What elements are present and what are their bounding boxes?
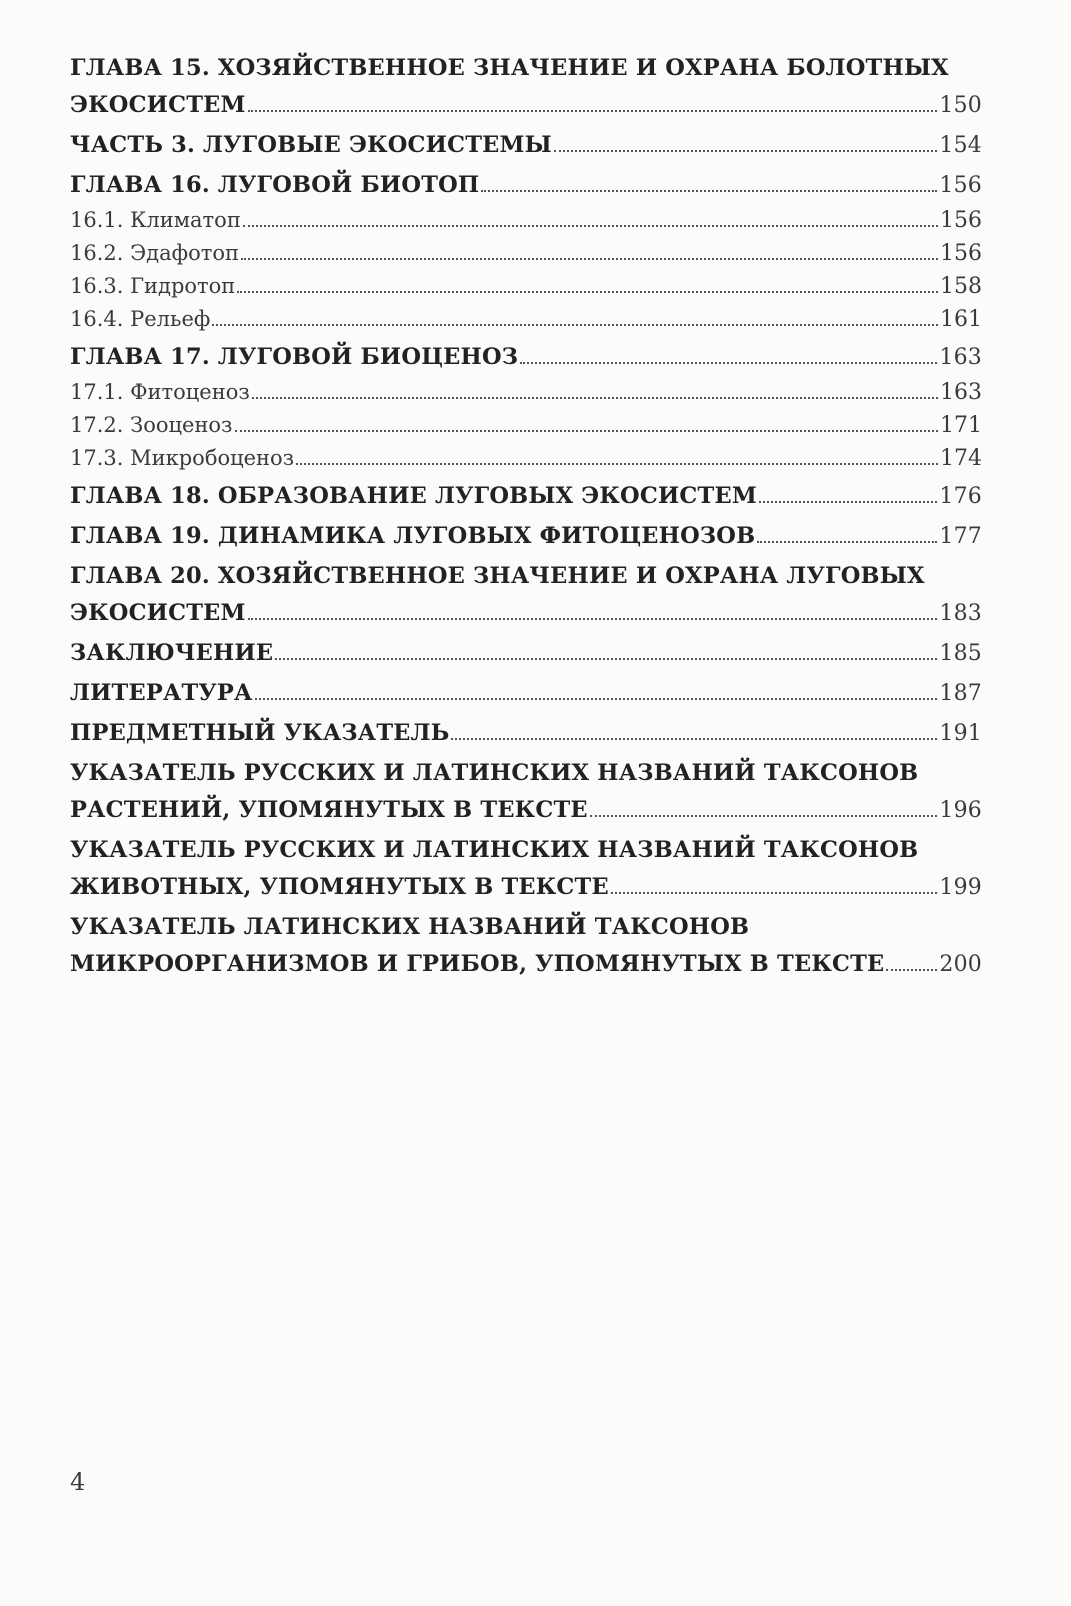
toc-entry-chapter-16[interactable] (70, 167, 982, 204)
toc-entry-title: ГЛАВА 16. ЛУГОВОЙ БИОТОП (70, 172, 480, 198)
toc-entry-title-line2: ЭКОСИСТЕМ (70, 600, 246, 626)
toc-entry-chapter-20[interactable] (70, 558, 982, 632)
toc-entry-chapter-18[interactable] (70, 478, 982, 515)
dot-leader (237, 291, 938, 293)
toc-entry-page: 163 (940, 380, 982, 405)
dot-leader (886, 969, 937, 971)
toc-entry-title-line1: УКАЗАТЕЛЬ РУССКИХ И ЛАТИНСКИХ НАЗВАНИЙ ТАКСОНОВ (70, 837, 919, 863)
dot-leader (520, 362, 937, 364)
toc-entry-part-3[interactable] (70, 127, 982, 164)
toc-entry-page: 196 (939, 798, 982, 823)
toc-entry-title-line2: РАСТЕНИЙ, УПОМЯНУТЫХ В ТЕКСТЕ (70, 797, 588, 823)
toc-entry-conclusion[interactable] (70, 635, 982, 672)
toc-entry-chapter-19[interactable] (70, 518, 982, 555)
toc-entry-page: 154 (939, 133, 982, 158)
dot-leader (248, 618, 938, 620)
toc-entry-page: 200 (939, 952, 982, 977)
dot-leader (252, 397, 938, 399)
toc-entry-page: 199 (939, 875, 982, 900)
dot-leader (451, 738, 937, 740)
toc-entry-page: 185 (939, 641, 982, 666)
table-of-contents (70, 50, 982, 983)
dot-leader (611, 892, 938, 894)
dot-leader (248, 110, 938, 112)
toc-entry-title: ПРЕДМЕТНЫЙ УКАЗАТЕЛЬ (70, 720, 450, 746)
dot-leader (481, 190, 937, 192)
dot-leader (243, 225, 938, 227)
toc-entry-page: 176 (939, 484, 982, 509)
dot-leader (590, 815, 938, 817)
dot-leader (235, 430, 938, 432)
dot-leader (759, 501, 937, 503)
toc-entry-title: ЧАСТЬ 3. ЛУГОВЫЕ ЭКОСИСТЕМЫ (70, 132, 552, 158)
dot-leader (554, 150, 938, 152)
toc-entry-section-17-1[interactable] (70, 376, 982, 409)
toc-entry-page: 171 (940, 413, 982, 438)
toc-entry-title: 17.3. Микробоценоз (70, 446, 295, 470)
toc-entry-title-line2: МИКРООРГАНИЗМОВ И ГРИБОВ, УПОМЯНУТЫХ В ТЕКСТЕ (70, 951, 885, 977)
toc-entry-section-16-2[interactable] (70, 237, 982, 270)
toc-entry-microorganism-taxa-index[interactable] (70, 909, 982, 983)
toc-entry-section-16-4[interactable] (70, 303, 982, 336)
dot-leader (296, 463, 938, 465)
toc-entry-page: 158 (940, 274, 982, 299)
toc-entry-page: 161 (940, 307, 982, 332)
dot-leader (241, 258, 938, 260)
toc-entry-section-16-3[interactable] (70, 270, 982, 303)
toc-entry-page: 187 (939, 681, 982, 706)
toc-entry-title: ГЛАВА 19. ДИНАМИКА ЛУГОВЫХ ФИТОЦЕНОЗОВ (70, 523, 756, 549)
toc-entry-page: 150 (939, 93, 982, 118)
toc-entry-title: ЗАКЛЮЧЕНИЕ (70, 640, 274, 666)
toc-entry-title: 17.1. Фитоценоз (70, 380, 250, 404)
toc-entry-literature[interactable] (70, 675, 982, 712)
toc-entry-page: 191 (939, 721, 982, 746)
toc-entry-animal-taxa-index[interactable] (70, 832, 982, 906)
dot-leader (212, 324, 938, 326)
toc-entry-chapter-17[interactable] (70, 339, 982, 376)
toc-entry-title-line1: УКАЗАТЕЛЬ РУССКИХ И ЛАТИНСКИХ НАЗВАНИЙ ТАКСОНОВ (70, 760, 919, 786)
toc-entry-title: 16.2. Эдафотоп (70, 241, 239, 265)
toc-entry-page: 163 (939, 345, 982, 370)
toc-entry-page: 156 (940, 208, 982, 233)
toc-entry-page: 183 (939, 601, 982, 626)
toc-entry-subject-index[interactable] (70, 715, 982, 752)
dot-leader (255, 698, 938, 700)
toc-entry-title: ЛИТЕРАТУРА (70, 680, 253, 706)
toc-entry-title: 16.4. Рельеф (70, 307, 211, 331)
toc-entry-title: ГЛАВА 17. ЛУГОВОЙ БИОЦЕНОЗ (70, 344, 519, 370)
toc-entry-section-17-2[interactable] (70, 409, 982, 442)
toc-entry-page: 174 (940, 446, 982, 471)
toc-entry-plant-taxa-index[interactable] (70, 755, 982, 829)
toc-entry-chapter-15[interactable] (70, 50, 982, 124)
toc-entry-title-line1: ГЛАВА 15. ХОЗЯЙСТВЕННОЕ ЗНАЧЕНИЕ И ОХРАНА БОЛОТНЫХ (70, 55, 949, 81)
toc-entry-title-line1: УКАЗАТЕЛЬ ЛАТИНСКИХ НАЗВАНИЙ ТАКСОНОВ (70, 914, 750, 940)
toc-entry-title: ГЛАВА 18. ОБРАЗОВАНИЕ ЛУГОВЫХ ЭКОСИСТЕМ (70, 483, 757, 509)
toc-entry-page: 156 (939, 173, 982, 198)
toc-entry-title: 17.2. Зооценоз (70, 413, 233, 437)
dot-leader (757, 541, 937, 543)
toc-entry-title-line1: ГЛАВА 20. ХОЗЯЙСТВЕННОЕ ЗНАЧЕНИЕ И ОХРАНА ЛУГОВЫХ (70, 563, 925, 589)
toc-entry-title: 16.3. Гидротоп (70, 274, 236, 298)
toc-entry-title: 16.1. Климатоп (70, 208, 241, 232)
toc-entry-page: 156 (940, 241, 982, 266)
toc-entry-title-line2: ЖИВОТНЫХ, УПОМЯНУТЫХ В ТЕКСТЕ (70, 874, 609, 900)
page-number: 4 (70, 1468, 86, 1496)
toc-entry-title-line2: ЭКОСИСТЕМ (70, 92, 246, 118)
toc-entry-page: 177 (939, 524, 982, 549)
dot-leader (275, 658, 937, 660)
toc-entry-section-16-1[interactable] (70, 204, 982, 237)
toc-entry-section-17-3[interactable] (70, 442, 982, 475)
